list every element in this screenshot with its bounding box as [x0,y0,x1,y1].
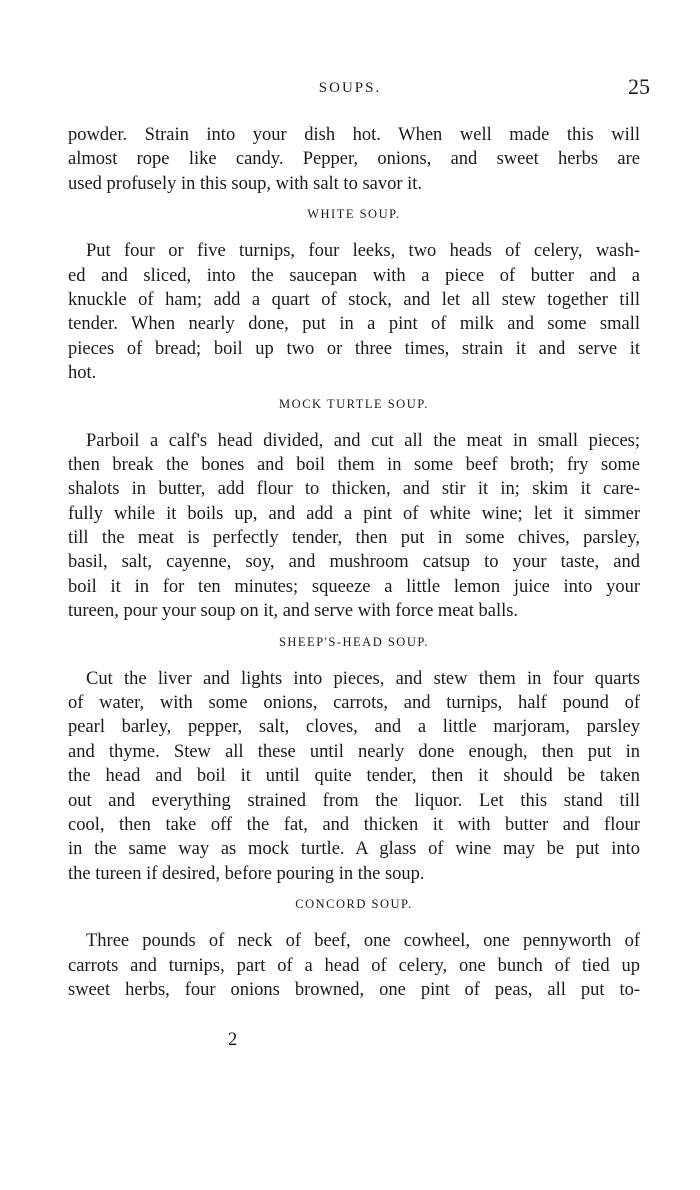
text-line: Put four or five turnips, four leeks, two heads of celery, wash- [86,241,640,262]
signature-mark: 2 [228,1030,238,1050]
text-line: Parboil a calf's head divided, and cut all the meat in small pieces; [86,430,640,451]
recipe-heading: SHEEP'S-HEAD SOUP. [278,634,430,649]
text-line: sweet herbs, four onions browned, one pint of peas, all put to- [68,979,640,1000]
text-line: fully while it boils up, and add a pint of white wine; let it simmer [68,503,640,524]
text-line: hot. [68,363,97,384]
recipe-heading: MOCK TURTLE SOUP. [279,396,429,411]
text-line: knuckle of ham; add a quart of stock, and let all stew together till [68,289,640,310]
text-line: in the same way as mock turtle. A glass of wine may be put into [68,839,640,860]
text-line: cool, then take off the fat, and thicken it with butter and flour [68,814,640,835]
recipe-heading: WHITE SOUP. [307,207,401,222]
recipe-concord-soup [68,894,640,1002]
recipe-mock-turtle-soup [68,394,640,624]
text-line: the head and boil it until quite tender, then it should be taken [68,766,640,787]
recipe-heading: CONCORD SOUP. [295,897,413,912]
text-line: and thyme. Stew all these until nearly done enough, then put in [68,741,640,762]
text-line: pearl barley, pepper, salt, cloves, and a little marjoram, parsley [68,717,640,738]
text-line: ed and sliced, into the saucepan with a piece of butter and a [68,265,640,286]
text-line: basil, salt, cayenne, soy, and mushroom catsup to your taste, and [68,552,640,573]
text-line: tureen, pour your soup on it, and serve with force meat balls. [68,601,519,622]
text-line: almost rope like candy. Pepper, onions, and sweet herbs are [68,149,640,170]
running-head: SOUPS. [318,80,382,96]
text-line: powder. Strain into your dish hot. When well made this will [68,125,640,145]
text-line: out and everything strained from the liquor. Let this stand till [68,790,640,811]
text-line: carrots and turnips, part of a head of celery, one bunch of tied up [68,955,640,976]
text-line: pieces of bread; boil up two or three times, strain it and serve it [68,338,640,359]
continuation-paragraph [68,123,640,196]
page-body [68,123,640,1002]
text-line: of water, with some onions, carrots, and turnips, half pound of [68,693,640,714]
text-line: then break the bones and boil them in some beef broth; fry some [68,454,640,475]
text-line: Three pounds of neck of beef, one cowheel, one pennyworth of [86,931,640,952]
text-line: till the meat is perfectly tender, then put in some chives, parsley, [68,528,640,549]
text-line: the tureen if desired, before pouring in the soup. [68,863,425,884]
text-line: tender. When nearly done, put in a pint of milk and some small [68,314,640,335]
text-line: boil it in for ten minutes; squeeze a little lemon juice into your [68,576,640,597]
text-line: used profusely in this soup, with salt to savor it. [68,173,423,194]
recipe-sheeps-head-soup [68,632,640,887]
text-line: Cut the liver and lights into pieces, and stew them in four quarts [86,668,640,689]
page-number: 25 [628,74,650,99]
text-line: shalots in butter, add flour to thicken, and stir it in; skim it care- [68,479,640,500]
recipe-white-soup [68,204,640,385]
